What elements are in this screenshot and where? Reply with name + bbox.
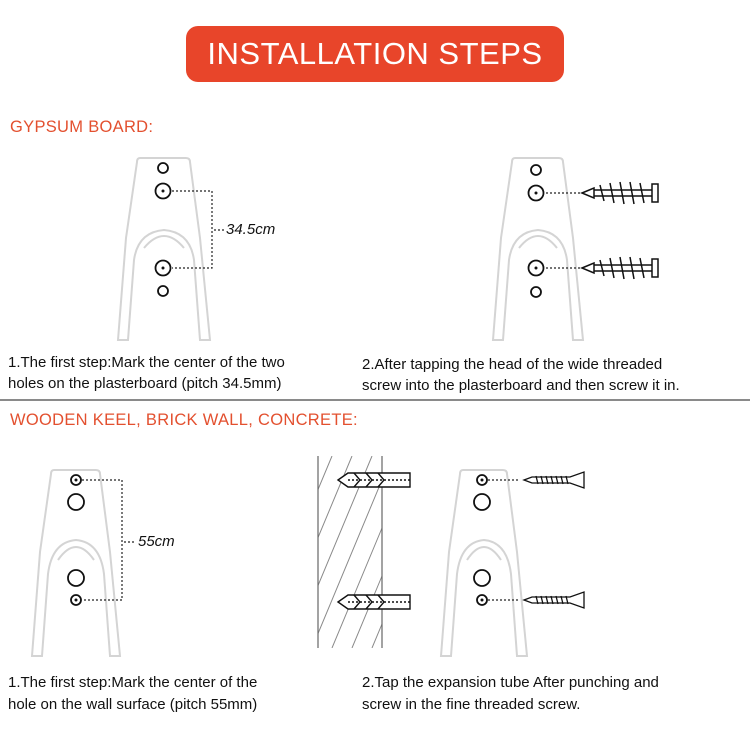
step-caption-gypsum-1: 1.The first step:Mark the center of the two holes on the plasterboard (pitch 34.5mm) <box>8 354 285 392</box>
page-title: INSTALLATION STEPS <box>207 36 543 71</box>
bracket-illustration-fine-screws <box>420 464 600 664</box>
wide-thread-screw-icon <box>582 257 658 279</box>
section-title-wall: WOODEN KEEL, BRICK WALL, CONCRETE: <box>10 411 358 429</box>
bracket-illustration-anchor-screws <box>470 150 670 350</box>
section-divider <box>0 399 750 401</box>
fine-thread-screw-icon <box>524 472 584 488</box>
expansion-tube-icon <box>338 595 410 609</box>
fine-thread-screw-icon <box>524 592 584 608</box>
bracket-illustration-marking-wall <box>10 464 170 664</box>
page-title-banner <box>186 26 564 82</box>
pitch-label-55: 55cm <box>138 533 175 550</box>
bracket-arm-inner <box>144 236 184 248</box>
expansion-tube-icon <box>338 473 410 487</box>
pitch-label-34-5: 34.5cm <box>226 221 276 238</box>
wide-thread-screw-icon <box>582 182 658 204</box>
bracket-illustration-marking <box>100 150 260 350</box>
section-title-gypsum: GYPSUM BOARD: <box>10 118 154 136</box>
step-caption-gypsum-2: 2.After tapping the head of the wide threaded screw into the plasterboard and then screw it in. <box>362 356 680 394</box>
step-caption-wall-1: 1.The first step:Mark the center of the hole on the wall surface (pitch 55mm) <box>8 674 258 713</box>
wall-expansion-tube-illustration <box>312 456 422 656</box>
step-caption-wall-2: 2.Tap the expansion tube After punching and screw in the fine threaded screw. <box>362 674 659 713</box>
